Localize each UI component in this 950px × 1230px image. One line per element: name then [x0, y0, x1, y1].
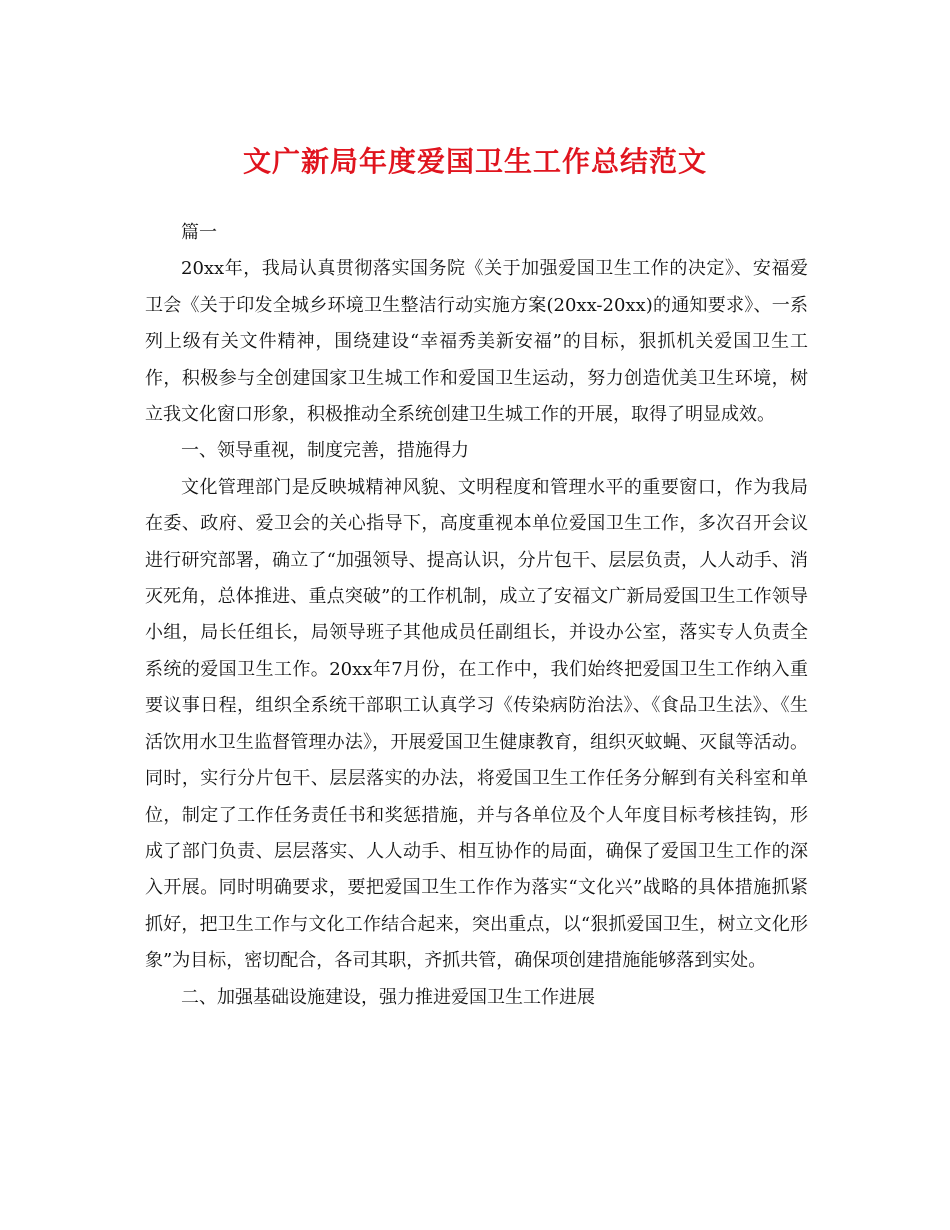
section-label: 篇一	[181, 222, 217, 243]
section-heading-2: 二、加强基础设施建设，强力推进爱国卫生工作进展	[181, 986, 595, 1008]
intro-paragraph: 20xx年，我局认真贯彻落实国务院《关于加强爱国卫生工作的决定》、安福爱卫会《关于印发全城乡环境卫生整洁行动实施方案(20xx-20xx)的通知要求》、一系列上级有关文件精神，围绕建设“幸福秀美新安福”的目标，狠抓机关爱国卫生工作，积极参与全创建国家卫生城工作和爱国卫生运动，努力创造优美卫生环境，树立我文化窗口形象，积极推动全系统创建卫生城工作的开展，取得了明显成效。	[145, 258, 808, 426]
document-body	[145, 215, 808, 1016]
section-heading-1: 一、领导重视，制度完善，措施得力	[181, 440, 469, 462]
document-title: 文广新局年度爱国卫生工作总结范文	[242, 145, 707, 178]
section-1-paragraph: 文化管理部门是反映城精神风貌、文明程度和管理水平的重要窗口，作为我局在委、政府、爱卫会的关心指导下，高度重视本单位爱国卫生工作，多次召开会议进行研究部署，确立了“加强领导、提高认识，分片包干、层层负责，人人动手、消灭死角，总体推进、重点突破”的工作机制，成立了安福文广新局爱国卫生工作领导小组，局长任组长，局领导班子其他成员任副组长，并设办公室，落实专人负责全系统的爱国卫生工作。20xx年7月份，在工作中，我们始终把爱国卫生工作纳入重要议事日程，组织全系统干部职工认真学习《传染病防治法》、《食品卫生法》、《生活饮用水卫生监督管理办法》，开展爱国卫生健康教育，组织灭蚊蝇、灭鼠等活动。同时，实行分片包干、层层落实的办法，将爱国卫生工作任务分解到有关科室和单位，制定了工作任务责任书和奖惩措施，并与各单位及个人年度目标考核挂钩，形成了部门负责、层层落实、人人动手、相互协作的局面，确保了爱国卫生工作的深入开展。同时明确要求，要把爱国卫生工作作为落实“文化兴”战略的具体措施抓紧抓好，把卫生工作与文化工作结合起来，突出重点，以“狠抓爱国卫生，树立文化形象”为目标，密切配合，各司其职，齐抓共管，确保项创建措施能够落到实处。	[145, 476, 808, 972]
